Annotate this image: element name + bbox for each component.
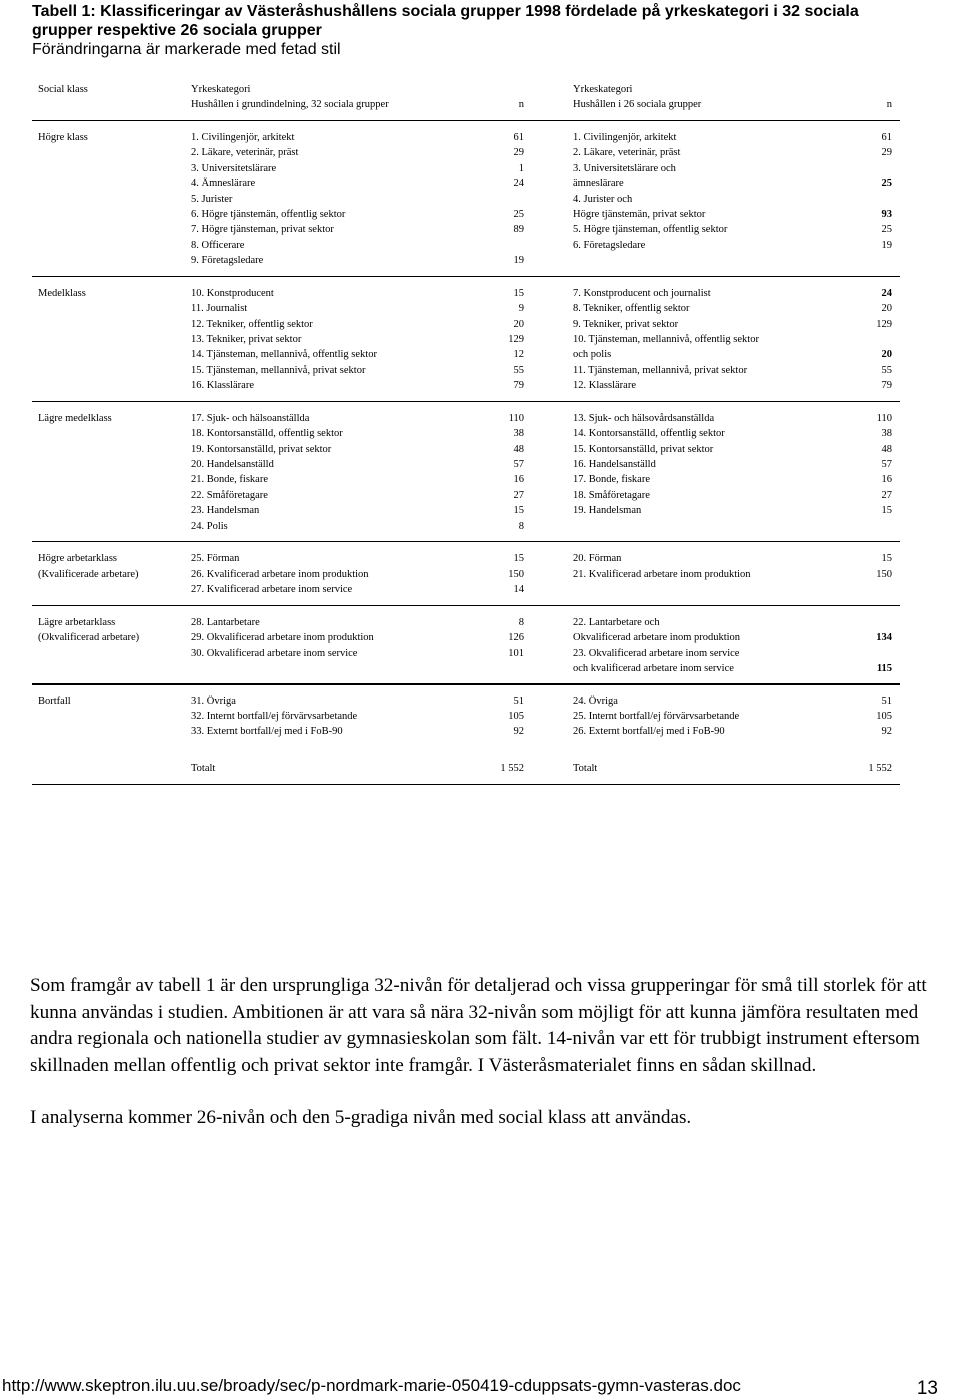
table-cell-c2: 1 552 — [500, 763, 524, 775]
table-cell-c4: 51 — [881, 695, 892, 707]
table-cell-c4: 61 — [881, 132, 892, 144]
table-cell-c4: 79 — [881, 380, 892, 392]
table-cell-c4: 25 — [881, 178, 892, 190]
table-cell-c4: 1 552 — [868, 763, 892, 775]
table-row — [32, 347, 900, 362]
table-cell-c4: 150 — [876, 568, 892, 580]
table-row — [32, 192, 900, 207]
table-row — [32, 222, 900, 237]
table-row — [32, 286, 900, 301]
table-cell-c0: Högre arbetarklass — [38, 553, 118, 565]
table-cell-c3: och polis — [573, 349, 612, 361]
table-row — [32, 332, 900, 347]
table-cell-c3: 15. Kontorsanställd, privat sektor — [573, 443, 714, 455]
table-cell-c4: 92 — [881, 726, 892, 738]
table-cell-c1: 19. Kontorsanställd, privat sektor — [191, 443, 332, 455]
table-cell-c1: 11. Journalist — [191, 303, 248, 315]
table-cell-c3: 11. Tjänsteman, mellannivå, privat sektor — [573, 364, 748, 376]
table-cell-c3: 7. Konstproducent och journalist — [573, 287, 711, 299]
table-row — [32, 503, 900, 518]
table-rule — [32, 401, 900, 402]
table-cell-c4: 110 — [876, 412, 892, 424]
table-cell-c1: 4. Ämneslärare — [191, 178, 256, 190]
table-cell-c3: 16. Handelsanställd — [573, 459, 656, 471]
table-cell-c3: Yrkeskategori — [573, 84, 633, 95]
table-cell-c1: 9. Företagsledare — [191, 255, 264, 267]
table-cell-c1: 8. Officerare — [191, 239, 245, 251]
table-rule — [32, 276, 900, 277]
table-spacer — [32, 740, 900, 755]
body-text — [30, 973, 942, 1132]
table-cell-c1: 22. Småföretagare — [191, 489, 268, 501]
table-cell-c0: Lägre arbetarklass — [38, 616, 116, 628]
table-cell-c1: Hushållen i grundindelning, 32 sociala grupper — [191, 99, 389, 111]
table-row — [32, 761, 900, 776]
table-cell-c2: 12 — [513, 349, 524, 361]
table-cell-c3: 19. Handelsman — [573, 505, 642, 517]
title-line-2: grupper respektive 26 sociala grupper — [32, 22, 322, 39]
table-cell-c1: 6. Högre tjänstemän, offentlig sektor — [191, 209, 346, 221]
table-cell-c2: 55 — [513, 364, 524, 376]
table-cell-c1: Yrkeskategori — [191, 84, 251, 95]
table-cell-c2: 8 — [518, 616, 524, 628]
table-rule — [32, 784, 900, 785]
table-cell-c3: 14. Kontorsanställd, offentlig sektor — [573, 428, 725, 440]
table-cell-c1: 14. Tjänsteman, mellannivå, offentlig sektor — [191, 349, 377, 361]
table-row — [32, 238, 900, 253]
table-cell-c1: Totalt — [191, 763, 216, 775]
table-cell-c2: 129 — [508, 334, 524, 346]
table-rule — [32, 120, 900, 121]
table-row — [32, 519, 900, 534]
table-cell-c4: 19 — [881, 239, 892, 251]
table-row — [32, 145, 900, 160]
table-row — [32, 253, 900, 268]
table-cell-c1: 33. Externt bortfall/ej med i FoB-90 — [191, 726, 343, 738]
table-row — [32, 301, 900, 316]
table-cell-c2: 19 — [513, 255, 524, 267]
table-cell-c4: 48 — [881, 443, 892, 455]
title-line-1: Tabell 1: Klassificeringar av Västeråshushållens sociala grupper 1998 fördelade på yrkeskategori i 32 sociala — [32, 3, 859, 20]
table-cell-c1: 15. Tjänsteman, mellannivå, privat sektor — [191, 364, 366, 376]
classification-table — [32, 82, 900, 794]
table-cell-c2: 126 — [508, 632, 524, 644]
table-row — [32, 488, 900, 503]
table-cell-c3: 12. Klasslärare — [573, 380, 636, 392]
table-cell-c4: 27 — [881, 489, 892, 501]
table-cell-c4: 134 — [876, 632, 892, 644]
table-row — [32, 426, 900, 441]
table-cell-c2: 14 — [513, 584, 524, 596]
table-row — [32, 161, 900, 176]
table-cell-c2: 16 — [513, 474, 524, 486]
table-row — [32, 472, 900, 487]
table-row — [32, 378, 900, 393]
table-row — [32, 709, 900, 724]
table-cell-c1: 13. Tekniker, privat sektor — [191, 334, 302, 346]
table-cell-c4: 105 — [876, 711, 892, 723]
table-cell-c4: 57 — [881, 459, 892, 471]
table-cell-c3: 20. Förman — [573, 553, 622, 565]
table-cell-c1: 16. Klasslärare — [191, 380, 254, 392]
table-cell-c2: 38 — [513, 428, 524, 440]
table-cell-c1: 27. Kvalificerad arbetare inom service — [191, 584, 353, 596]
table-cell-c1: 29. Okvalificerad arbetare inom produktion — [191, 632, 374, 644]
table-cell-c1: 25. Förman — [191, 553, 240, 565]
table-rule — [32, 683, 900, 684]
table-cell-c2: n — [518, 99, 524, 111]
table-cell-c1: 20. Handelsanställd — [191, 459, 274, 471]
table-cell-c2: 15 — [513, 553, 524, 565]
table-cell-c2: 20 — [513, 318, 524, 330]
table-cell-c3: och kvalificerad arbetare inom service — [573, 662, 734, 674]
table-cell-c0: (Kvalificerade arbetare) — [38, 568, 139, 580]
table-cell-c4: 16 — [881, 474, 892, 486]
table-cell-c3: Hushållen i 26 sociala grupper — [573, 99, 702, 111]
table-cell-c3: 9. Tekniker, privat sektor — [573, 318, 679, 330]
table-cell-c3: 2. Läkare, veterinär, präst — [573, 147, 681, 159]
table-cell-c4: 55 — [881, 364, 892, 376]
table-row — [32, 207, 900, 222]
table-cell-c4: 129 — [876, 318, 892, 330]
table-cell-c4: 24 — [881, 287, 892, 299]
table-cell-c2: 48 — [513, 443, 524, 455]
table-cell-c2: 110 — [508, 412, 524, 424]
table-cell-c4: 15 — [881, 553, 892, 565]
table-cell-c2: 15 — [513, 287, 524, 299]
table-row — [32, 176, 900, 191]
table-row — [32, 567, 900, 582]
table-cell-c2: 61 — [513, 132, 524, 144]
table-cell-c0: Medelklass — [38, 287, 86, 299]
table-cell-c2: 1 — [518, 162, 524, 174]
table-cell-c1: 32. Internt bortfall/ej förvärvsarbetande — [191, 711, 358, 723]
table-cell-c0: Bortfall — [38, 695, 71, 707]
table-cell-c3: ämneslärare — [573, 178, 624, 190]
table-cell-c0: (Okvalificerad arbetare) — [38, 632, 140, 644]
table-cell-c2: 57 — [513, 459, 524, 471]
table-row — [32, 130, 900, 145]
table-cell-c4: 38 — [881, 428, 892, 440]
table-cell-c1: 23. Handelsman — [191, 505, 260, 517]
table-cell-c3: 10. Tjänsteman, mellannivå, offentlig sektor — [573, 334, 759, 346]
table-row — [32, 582, 900, 597]
table-row — [32, 442, 900, 457]
table-cell-c2: 24 — [513, 178, 524, 190]
title-line-3: Förändringarna är markerade med fetad stil — [32, 41, 341, 58]
table-row — [32, 457, 900, 472]
table-header-row — [32, 97, 900, 112]
table-cell-c3: 13. Sjuk- och hälsovårdsanställda — [573, 412, 715, 424]
table-cell-c1: 21. Bonde, fiskare — [191, 474, 268, 486]
table-cell-c2: 79 — [513, 380, 524, 392]
table-cell-c1: 31. Övriga — [191, 695, 236, 707]
table-row — [32, 615, 900, 630]
table-cell-c1: 10. Konstproducent — [191, 287, 274, 299]
table-cell-c3: 23. Okvalificerad arbetare inom service — [573, 647, 740, 659]
table-cell-c4: 93 — [881, 209, 892, 221]
table-cell-c1: 24. Polis — [191, 520, 228, 532]
table-cell-c1: 30. Okvalificerad arbetare inom service — [191, 647, 358, 659]
table-cell-c2: 25 — [513, 209, 524, 221]
page-number: 13 — [916, 1378, 938, 1399]
table-rule — [32, 541, 900, 542]
table-cell-c1: 7. Högre tjänsteman, privat sektor — [191, 224, 334, 236]
table-cell-c2: 92 — [513, 726, 524, 738]
table-cell-c3: 18. Småföretagare — [573, 489, 650, 501]
table-cell-c3: 6. Företagsledare — [573, 239, 646, 251]
table-row — [32, 694, 900, 709]
table-cell-c4: 15 — [881, 505, 892, 517]
table-cell-c1: 5. Jurister — [191, 193, 233, 205]
table-cell-c3: 17. Bonde, fiskare — [573, 474, 650, 486]
table-title — [32, 2, 932, 59]
table-cell-c3: 5. Högre tjänsteman, offentlig sektor — [573, 224, 728, 236]
table-cell-c4: 25 — [881, 224, 892, 236]
table-cell-c3: 8. Tekniker, offentlig sektor — [573, 303, 690, 315]
table-cell-c3: 4. Jurister och — [573, 193, 633, 205]
table-cell-c4: 20 — [881, 349, 892, 361]
table-cell-c0: Högre klass — [38, 132, 88, 144]
table-cell-c3: 22. Lantarbetare och — [573, 616, 660, 628]
table-row — [32, 363, 900, 378]
table-header-row — [32, 82, 900, 97]
table-cell-c2: 105 — [508, 711, 524, 723]
table-cell-c1: 26. Kvalificerad arbetare inom produktion — [191, 568, 369, 580]
paragraph-2: I analyserna kommer 26-nivån och den 5-gradiga nivån med social klass att användas. — [30, 1107, 692, 1129]
table-row — [32, 630, 900, 645]
table-cell-c2: 29 — [513, 147, 524, 159]
table-cell-c3: Högre tjänstemän, privat sektor — [573, 209, 706, 221]
table-row — [32, 317, 900, 332]
table-rule — [32, 605, 900, 606]
table-cell-c3: 25. Internt bortfall/ej förvärvsarbetande — [573, 711, 740, 723]
footer-url[interactable]: http://www.skeptron.ilu.uu.se/broady/sec/p-nordmark-marie-050419-cduppsats-gymn-vasteras.doc — [2, 1376, 741, 1395]
table-cell-c0: Social klass — [38, 84, 88, 95]
table-row — [32, 724, 900, 739]
table-cell-c0: Lägre medelklass — [38, 412, 112, 424]
table-cell-c2: 15 — [513, 505, 524, 517]
table-cell-c2: 9 — [518, 303, 524, 315]
paragraph-1: Som framgår av tabell 1 är den ursprungliga 32-nivån för detaljerad och vissa grupperingar för små till storlek för att kunna användas i studien. Ambitionen är att vara så nära 32-nivån som möjligt för att kunna jämföra resultaten med andra regionala och nationella studier av gymnasieskolan som fält. 14-nivån var ett för trubbigt instrument eftersom skillnaden mellan offentlig och privat sektor inte framgår. I Västeråsmaterialet finns en sådan skillnad. — [30, 975, 927, 1076]
table-cell-c1: 28. Lantarbetare — [191, 616, 260, 628]
table-cell-c1: 3. Universitetslärare — [191, 162, 277, 174]
table-cell-c2: 89 — [513, 224, 524, 236]
table-cell-c2: 27 — [513, 489, 524, 501]
table-row — [32, 551, 900, 566]
table-cell-c2: 51 — [513, 695, 524, 707]
table-row — [32, 646, 900, 661]
table-cell-c3: 26. Externt bortfall/ej med i FoB-90 — [573, 726, 725, 738]
table-cell-c1: 2. Läkare, veterinär, präst — [191, 147, 299, 159]
table-cell-c3: 24. Övriga — [573, 695, 618, 707]
table-cell-c3: 1. Civilingenjör, arkitekt — [573, 132, 677, 144]
table-cell-c1: 1. Civilingenjör, arkitekt — [191, 132, 295, 144]
table-cell-c1: 18. Kontorsanställd, offentlig sektor — [191, 428, 343, 440]
table-cell-c4: 115 — [876, 662, 892, 674]
table-row — [32, 411, 900, 426]
table-row — [32, 661, 900, 676]
table-cell-c2: 8 — [518, 520, 524, 532]
table-cell-c3: Totalt — [573, 763, 598, 775]
table-cell-c4: n — [886, 99, 892, 111]
table-cell-c1: 17. Sjuk- och hälsoanställda — [191, 412, 310, 424]
table-cell-c4: 20 — [881, 303, 892, 315]
table-cell-c4: 29 — [881, 147, 892, 159]
table-cell-c2: 150 — [508, 568, 524, 580]
table-cell-c3: 21. Kvalificerad arbetare inom produktion — [573, 568, 751, 580]
table-cell-c3: Okvalificerad arbetare inom produktion — [573, 632, 741, 644]
table-cell-c3: 3. Universitetslärare och — [573, 162, 676, 174]
table-cell-c1: 12. Tekniker, offentlig sektor — [191, 318, 313, 330]
table-cell-c2: 101 — [508, 647, 524, 659]
